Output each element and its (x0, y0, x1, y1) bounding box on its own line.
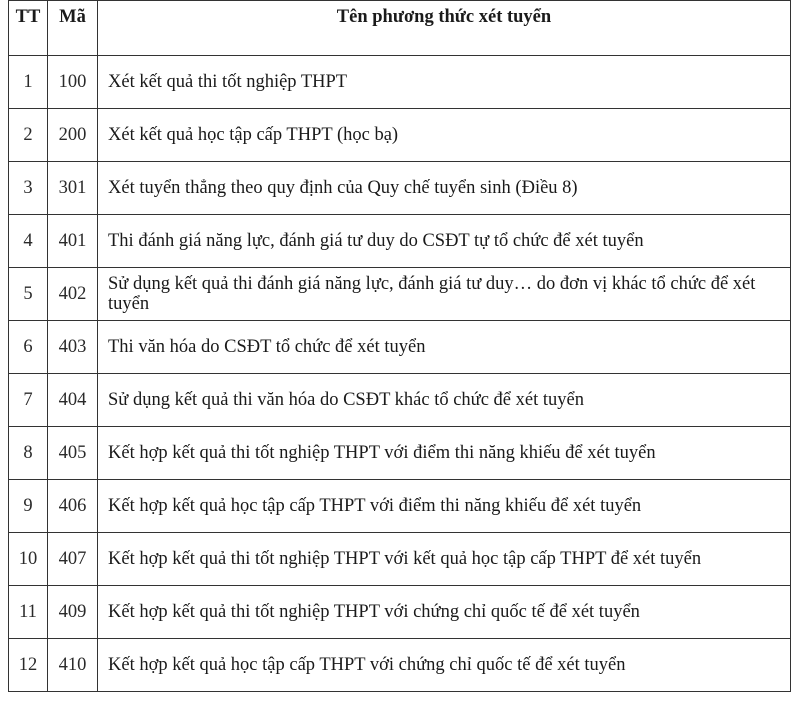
header-row (9, 1, 791, 56)
cell-tt: 10 (9, 533, 48, 586)
cell-tt: 4 (9, 215, 48, 268)
cell-tt: 2 (9, 109, 48, 162)
cell-method-name: Sử dụng kết quả thi đánh giá năng lực, đánh giá tư duy… do đơn vị khác tổ chức để xét tuyển (98, 268, 791, 321)
table-row (9, 533, 791, 586)
table-row (9, 215, 791, 268)
table-row (9, 109, 791, 162)
cell-ma: 403 (48, 321, 98, 374)
cell-ma: 200 (48, 109, 98, 162)
cell-tt: 1 (9, 56, 48, 109)
table-row (9, 321, 791, 374)
table-row (9, 56, 791, 109)
cell-ma: 410 (48, 639, 98, 692)
cell-ma: 100 (48, 56, 98, 109)
table-row (9, 268, 791, 321)
cell-ma: 406 (48, 480, 98, 533)
cell-tt: 8 (9, 427, 48, 480)
cell-tt: 5 (9, 268, 48, 321)
cell-method-name: Kết hợp kết quả thi tốt nghiệp THPT với điểm thi năng khiếu để xét tuyển (98, 427, 791, 480)
cell-ma: 409 (48, 586, 98, 639)
cell-tt: 12 (9, 639, 48, 692)
cell-method-name: Kết hợp kết quả học tập cấp THPT với chứng chỉ quốc tế để xét tuyển (98, 639, 791, 692)
cell-ma: 402 (48, 268, 98, 321)
cell-ma: 401 (48, 215, 98, 268)
cell-tt: 11 (9, 586, 48, 639)
cell-tt: 7 (9, 374, 48, 427)
cell-method-name: Xét kết quả thi tốt nghiệp THPT (98, 56, 791, 109)
cell-method-name: Kết hợp kết quả học tập cấp THPT với điểm thi năng khiếu để xét tuyển (98, 480, 791, 533)
cell-method-name: Xét kết quả học tập cấp THPT (học bạ) (98, 109, 791, 162)
header-ma: Mã (48, 1, 98, 56)
cell-method-name: Thi đánh giá năng lực, đánh giá tư duy do CSĐT tự tổ chức để xét tuyển (98, 215, 791, 268)
cell-ma: 301 (48, 162, 98, 215)
table-row (9, 427, 791, 480)
table-row (9, 374, 791, 427)
cell-ma: 407 (48, 533, 98, 586)
table-row (9, 162, 791, 215)
cell-method-name: Kết hợp kết quả thi tốt nghiệp THPT với chứng chỉ quốc tế để xét tuyển (98, 586, 791, 639)
cell-method-name: Xét tuyển thẳng theo quy định của Quy chế tuyển sinh (Điều 8) (98, 162, 791, 215)
table-row (9, 639, 791, 692)
header-tt: TT (9, 1, 48, 56)
header-name: Tên phương thức xét tuyển (98, 1, 791, 56)
cell-tt: 9 (9, 480, 48, 533)
cell-tt: 6 (9, 321, 48, 374)
cell-tt: 3 (9, 162, 48, 215)
cell-ma: 404 (48, 374, 98, 427)
table-row (9, 586, 791, 639)
table-row (9, 480, 791, 533)
cell-ma: 405 (48, 427, 98, 480)
cell-method-name: Thi văn hóa do CSĐT tổ chức để xét tuyển (98, 321, 791, 374)
cell-method-name: Sử dụng kết quả thi văn hóa do CSĐT khác tổ chức để xét tuyển (98, 374, 791, 427)
admission-methods-table (8, 0, 791, 692)
cell-method-name: Kết hợp kết quả thi tốt nghiệp THPT với kết quả học tập cấp THPT để xét tuyển (98, 533, 791, 586)
